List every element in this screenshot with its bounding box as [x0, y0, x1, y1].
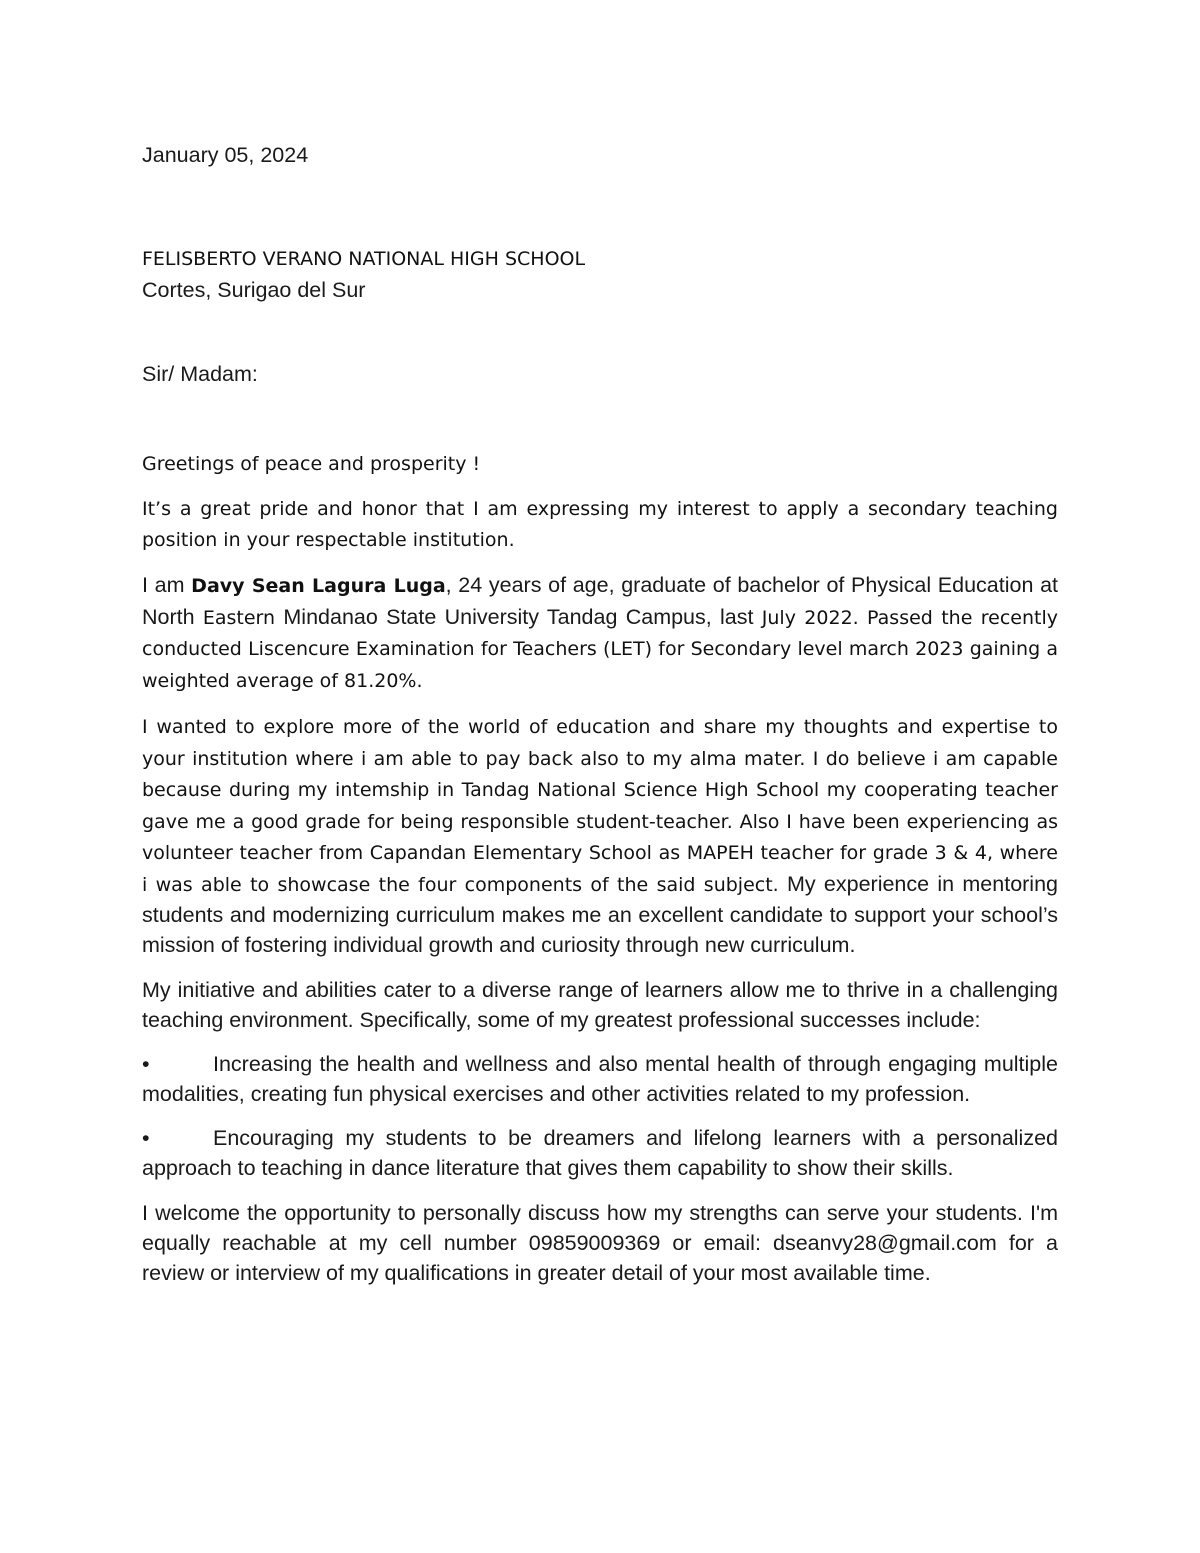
bullet-item-2 [142, 1123, 1058, 1183]
bullet-marker: • [142, 1052, 150, 1076]
profile-text-1: I am [142, 573, 192, 597]
closing-paragraph: I welcome the opportunity to personally discuss how my strengths can serve your students. I'm equally reachable at my cell number 09859009369 or email: dseanvy28@gmail.com for a review or interview of my qualifications in greater detail of your most available time. [142, 1201, 1058, 1285]
profile-text-5: July 2022. Passed the recently conducted Liscencure Examination for Teachers (LET) for Secondary level march 2023 gaining a weighted average of 81.20%. [142, 606, 1058, 692]
letter-date: January 05, 2024 [142, 143, 309, 167]
experience-bold-text: I wanted to explore more of the world of education and share my thoughts and expertise to your institution where i am able to pay back also to my alma mater. I do believe i am capable because during my intemship in Tandag National Science High School my cooperating teacher gave me a good grade for being responsible student-teacher. Also I have been experiencing as volunteer teacher from Capandan Elementary School as MAPEH teacher for grade 3 & 4, where i was able to showcase the four components of the said subject. [142, 716, 1058, 896]
salutation: Sir/ Madam: [142, 361, 258, 386]
cover-letter [142, 140, 1058, 1288]
experience-paragraph [142, 711, 1058, 960]
intro-paragraph: It’s a great pride and honor that I am expressing my interest to apply a secondary teaching position in your respectable institution. [142, 498, 1058, 551]
applicant-name: Davy Sean Lagura Luga [191, 575, 446, 597]
recipient-school: FELISBERTO VERANO NATIONAL HIGH SCHOOL [142, 248, 586, 270]
bullet-text-1: Increasing the health and wellness and also mental health of through engaging multiple modalities, creating fun physical exercises and other activities related to my profession. [142, 1052, 1058, 1106]
bullet-item-1 [142, 1049, 1058, 1109]
bullet-text-2: Encouraging my students to be dreamers and lifelong learners with a personalized approach to teaching in dance literature that gives them capability to show their skills. [142, 1126, 1058, 1180]
initiative-paragraph: My initiative and abilities cater to a diverse range of learners allow me to thrive in a challenging teaching environment. Specifically, some of my greatest professional successes include: [142, 978, 1058, 1032]
profile-text-2: , 24 years of age, graduate of bachelor of Physical Education at North [142, 573, 1058, 629]
greeting: Greetings of peace and prosperity ! [142, 452, 481, 475]
recipient-address: Cortes, Surigao del Sur [142, 277, 366, 302]
profile-text-3: Eastern [202, 606, 276, 629]
profile-paragraph [142, 570, 1058, 696]
bullet-marker: • [142, 1126, 150, 1150]
profile-text-4: Mindanao State University Tandag Campus, last [275, 604, 762, 629]
experience-regular-text: My experience in mentoring students and modernizing curriculum makes me an excellent candidate to support your school’s mission of fostering individual growth and curiosity through new curriculum. [142, 871, 1058, 957]
